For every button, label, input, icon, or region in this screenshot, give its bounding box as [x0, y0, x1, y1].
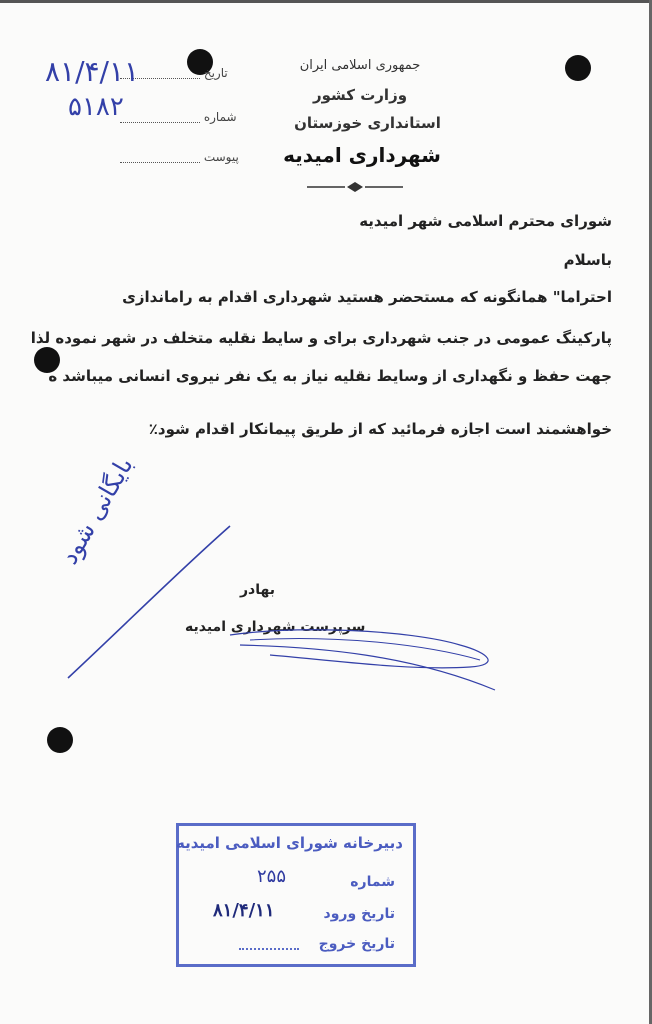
number-row [120, 110, 237, 124]
body-line-2: پارکینگ عمومی در جنب شهرداری برای و سایط نقلیه متخلف در شهر نموده لذا [30, 329, 612, 347]
header-country: جمهوری اسلامی ایران [299, 58, 421, 73]
punch-hole-top-right [565, 55, 591, 81]
margin-note: بایگانی شود [55, 452, 139, 569]
attachment-label: پیوست [203, 150, 239, 164]
stamp-title: دبیرخانه شورای اسلامی امیدیه [176, 834, 403, 852]
attachment-row [120, 150, 239, 164]
stamp-out-date-label: تاریخ خروج [318, 936, 395, 952]
stamp-number-label: شماره [350, 874, 395, 890]
stamp-out-date-dots [239, 948, 299, 950]
stamp-in-date-value: ۸۱/۴/۱۱ [213, 900, 275, 921]
scan-edge-top [0, 0, 652, 3]
number-value: ۵۱۸۲ [68, 92, 124, 122]
signer-title: سرپرست شهرداری امیدیه [185, 619, 366, 635]
attachment-dotted-line [120, 152, 200, 163]
recipient-line: شورای محترم اسلامی شهر امیدیه [359, 212, 612, 230]
date-value: ۸۱/۴/۱۱ [45, 55, 140, 88]
header-ornament [305, 180, 405, 194]
header-ministry: وزارت کشور [312, 86, 408, 104]
punch-hole-bottom-left [47, 727, 73, 753]
body-line-1: احتراما" همانگونه که مستحضر هستید شهرداری اقدام به راماندازی [122, 288, 612, 306]
header-municipality: شهرداری امیدیه [283, 143, 441, 167]
signer-name: بهادر [240, 582, 275, 598]
number-dotted-line [120, 112, 200, 123]
signature-scribble [210, 605, 510, 705]
header-province: استانداری خوزستان [294, 114, 441, 132]
body-line-4: خواهشمند است اجازه فرمائید که از طریق پیمانکار اقدام شود٪ [148, 420, 612, 438]
stamp-in-date-label: تاریخ ورود [323, 906, 395, 922]
body-line-3: جهت حفظ و نگهداری از وسایط نقلیه نیاز به یک نفر نیروی انسانی میباشد ه [48, 367, 612, 385]
registry-stamp [176, 823, 416, 967]
greeting-line: باسلام [563, 251, 612, 269]
number-label: شماره [203, 110, 237, 124]
date-label: تاریخ [203, 66, 228, 80]
stamp-number-value: ۲۵۵ [257, 866, 287, 887]
